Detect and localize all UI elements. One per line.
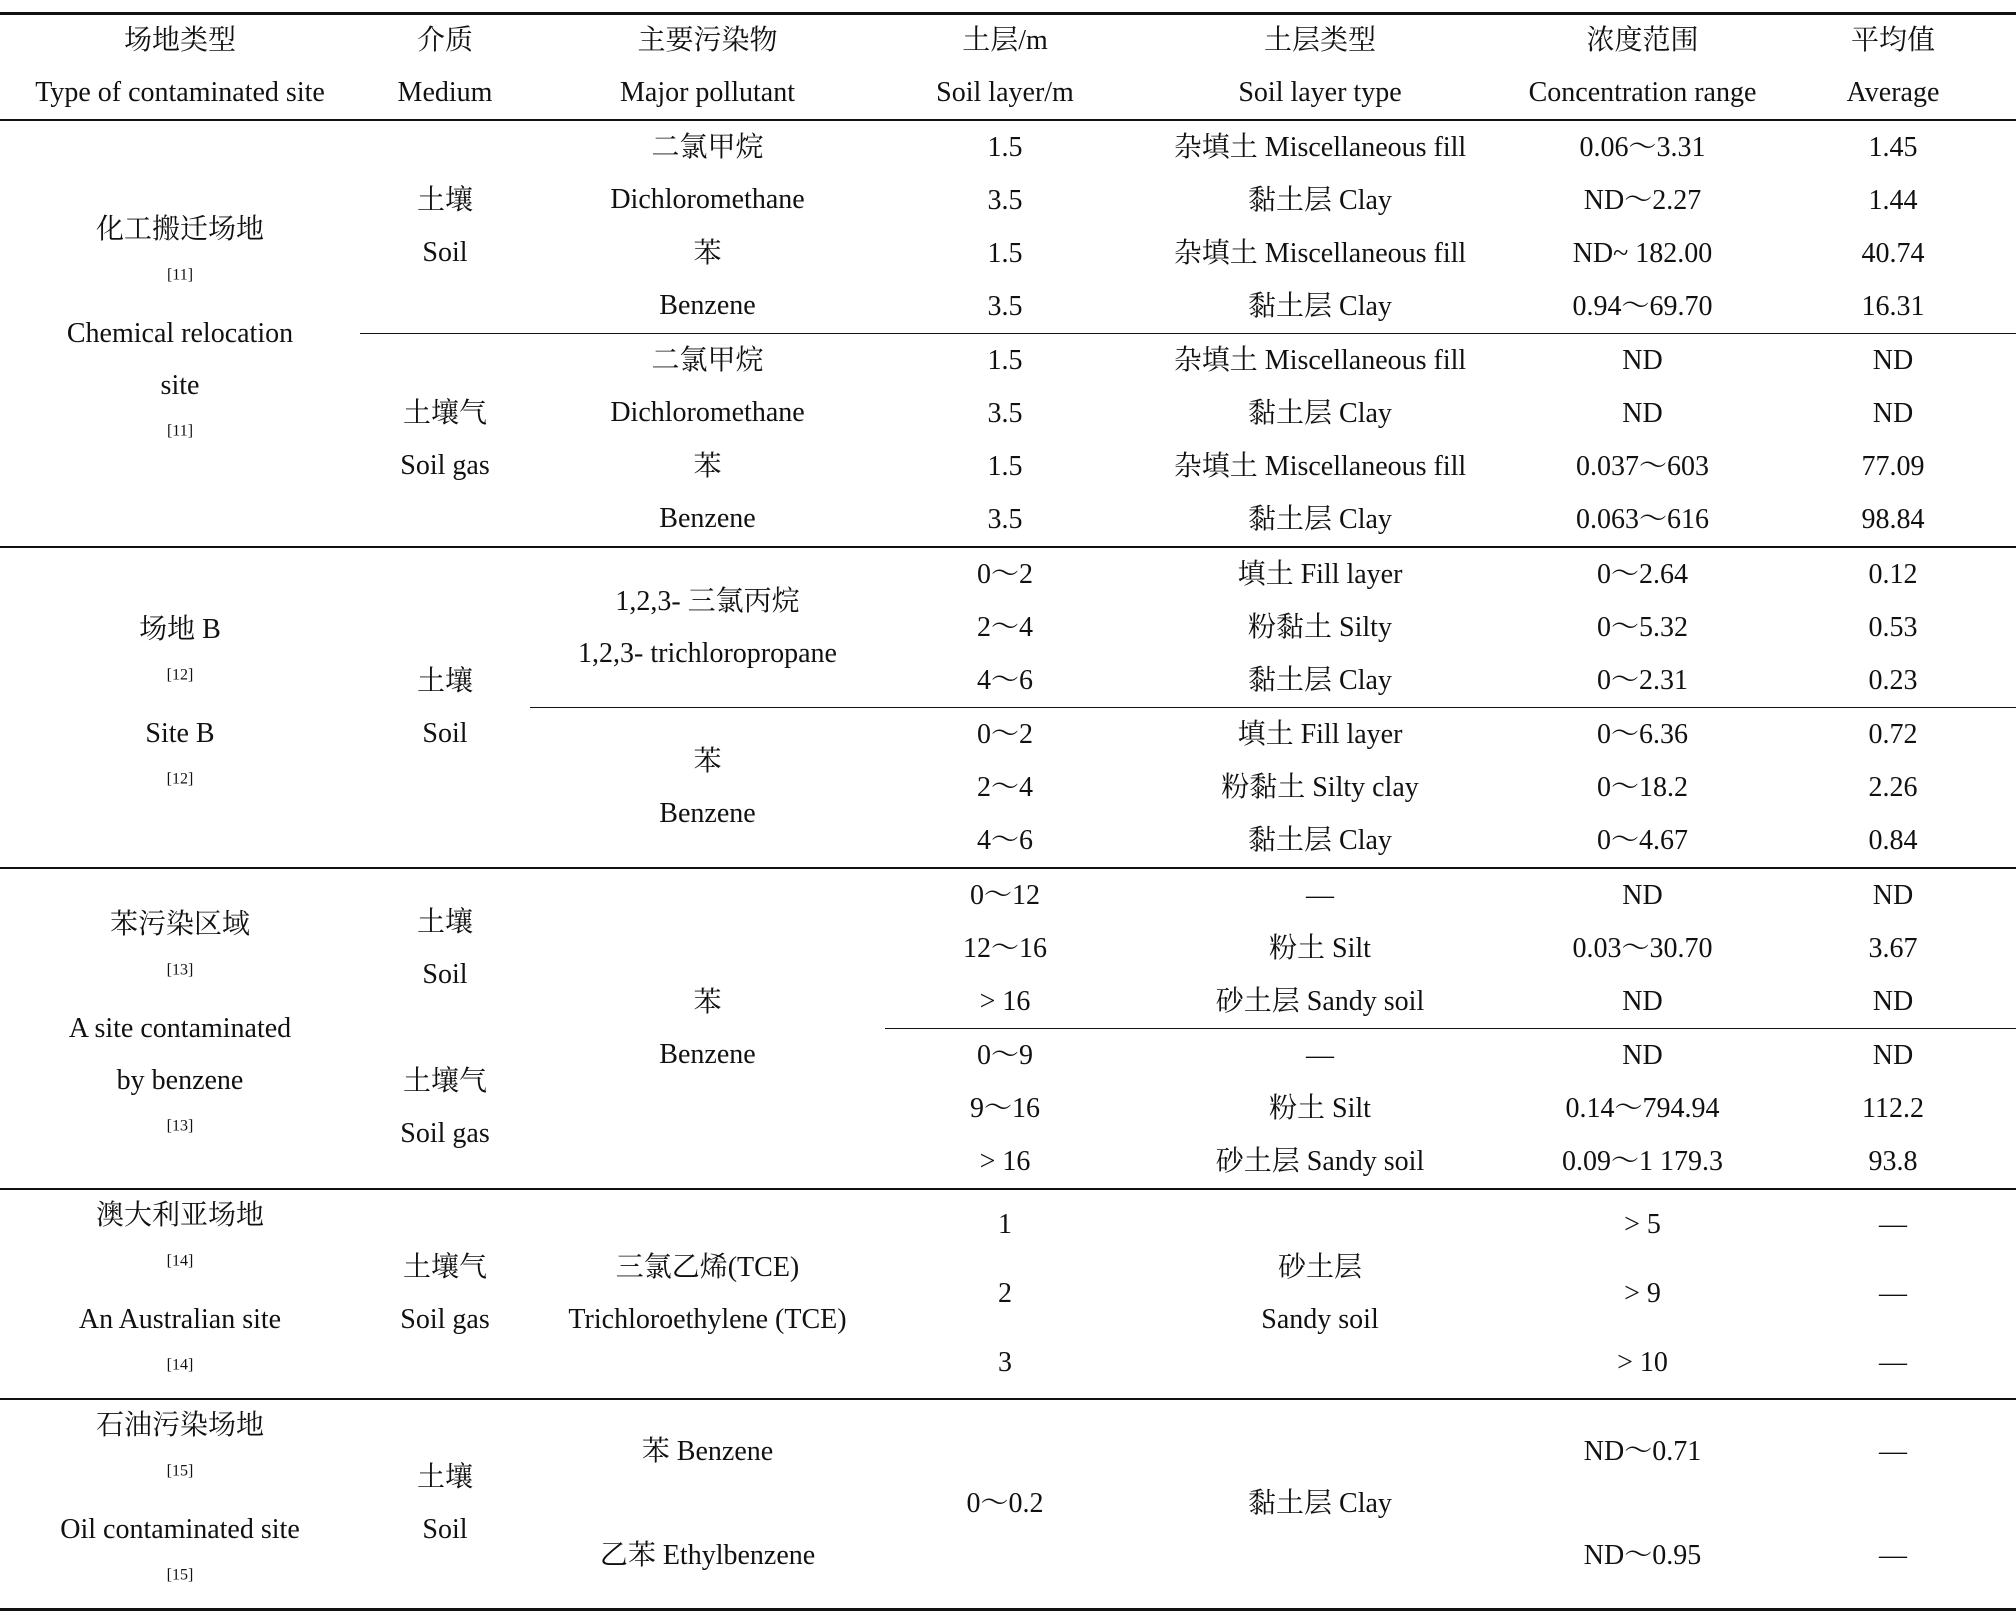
pollutant-cell: 三氯乙烯(TCE) Trichloroethylene (TCE) [530,1189,885,1399]
table-row: 3.5 黏土层 Clay 0.94～69.70 16.31 [0,280,2016,334]
pollutant-cell: 1,2,3- 三氯丙烷 1,2,3- trichloropropane [530,547,885,708]
table-row: 土壤气 Soil gas 二氯甲烷 Dichloromethane 1.5 杂填土 Miscellaneous fill ND ND [0,334,2016,388]
table-row: 苯 Benzene 0～2 填土 Fill layer 0～6.36 0.72 [0,708,2016,762]
layer-type-cell: 砂土层 Sandy soil [1125,1189,1515,1399]
medium-cell: 土壤气 Soil gas [360,334,530,548]
layer-cell: 0～0.2 [885,1399,1125,1610]
medium-cell: 土壤 Soil [360,547,530,868]
table-row: 化工搬迁场地 [11] Chemical relocation site [11] 土壤 Soil 二氯甲烷 Dichloromethane 1.5 杂填土 Miscellaneous fill 0.06～3.31 1.45 [0,120,2016,174]
table-row: 2 > 9 — [998,1277,1907,1309]
header-layer-type: 土层类型 Soil layer type [1125,14,1515,121]
header-row [0,14,2016,121]
pollutant-cell: 乙苯 Ethylbenzene [530,1504,885,1610]
table-row: 石油污染场地 [15] Oil contaminated site [15] 土壤 Soil 苯 Benzene 0～0.2 黏土层 Clay ND～0.71 — [0,1399,2016,1504]
site-name-cell: 场地 B [12] Site B [12] [0,547,360,868]
header-soil-layer: 土层/m Soil layer/m [885,14,1125,121]
header-concentration: 浓度范围 Concentration range [1515,14,1770,121]
site-name-cell: 澳大利亚场地 [14] An Australian site [14] [0,1189,360,1399]
header-site-type: 场地类型 Type of contaminated site [0,14,360,121]
medium-cell: 土壤气 Soil gas [360,1189,530,1399]
table-row: > 16 砂土层 Sandy soil 0.09～1 179.3 93.8 [0,1135,2016,1189]
table-row: 3.5 黏土层 Clay ND ND [987,397,1914,429]
table-row: 12～16 粉土 Silt 0.03～30.70 3.67 [962,932,1918,964]
pollutant-cell: 苯 Benzene [530,708,885,869]
header-pollutant: 主要污染物 Major pollutant [530,14,885,121]
pollutant-cell: 苯 Benzene [641,1435,774,1467]
site-name-cell: 石油污染场地 [15] Oil contaminated site [15] [0,1399,360,1610]
table-row: 4～6 黏土层 Clay 0～2.31 0.23 [0,654,2016,708]
header-medium: 介质 Medium [360,14,530,121]
medium-cell: 土壤 Soil [360,120,530,334]
table-row: 苯污染区域 [13] A site contaminated by benzene [13] 土壤 Soil 苯 Benzene 0～12 — ND ND [0,868,2016,922]
table-row: 4～6 黏土层 Clay 0～4.67 0.84 [0,814,2016,868]
pollutant-cell: 二氯甲烷 Dichloromethane [610,345,805,428]
header-average: 平均值 Average [1770,14,2016,121]
site-name-cell: 化工搬迁场地 [11] Chemical relocation site [11] [0,120,360,547]
table-row: 2～4 粉黏土 Silty 0～5.32 0.53 [976,611,1918,643]
table-row: 土壤气 Soil gas 0～9 — ND ND [0,1029,2016,1083]
table-row: 9～16 粉土 Silt 0.14～794.94 112.2 [969,1092,1924,1124]
table-row: 苯 Benzene 1.5 杂填土 Miscellaneous fill ND~ 182.00 40.74 [0,227,2016,280]
table-row: 乙苯 Ethylbenzene ND～0.95 — [0,1504,2016,1610]
medium-cell: 土壤 Soil [416,906,473,990]
pollutant-cell: 苯 Benzene [530,227,885,334]
contamination-table [0,12,2016,1611]
pollutant-cell: 二氯甲烷 Dichloromethane [610,132,805,215]
table-row: 2～4 粉黏土 Silty clay 0～18.2 2.26 [976,771,1918,803]
layer-type-cell: 黏土层 Clay [1125,1399,1515,1610]
medium-cell: 土壤 Soil [360,1399,530,1610]
table-row: 3.5 黏土层 Clay ND～2.27 1.44 [987,184,1918,216]
medium-cell: 土壤气 Soil gas [360,1029,530,1190]
table-row: > 16 砂土层 Sandy soil ND ND [0,975,2016,1029]
table-row: 苯 Benzene 1.5 杂填土 Miscellaneous fill 0.037～603 77.09 [0,440,2016,493]
pollutant-cell: 苯 Benzene [530,868,885,1189]
site-name-cell: 苯污染区域 [13] A site contaminated by benzene [13] [0,868,360,1189]
table-row: 澳大利亚场地 [14] An Australian site [14] 土壤气 Soil gas 三氯乙烯(TCE) Trichloroethylene (TCE) 1 砂土层 Sandy soil > 5 — [0,1189,2016,1259]
pollutant-cell: 苯 Benzene [530,440,885,547]
table-row: 场地 B [12] Site B [12] 土壤 Soil 1,2,3- 三氯丙烷 1,2,3- trichloropropane 0～2 填土 Fill layer 0～2.64 0.12 [0,547,2016,601]
table-row: 3.5 黏土层 Clay 0.063～616 98.84 [0,493,2016,547]
table-row: 3 > 10 — [0,1329,2016,1399]
